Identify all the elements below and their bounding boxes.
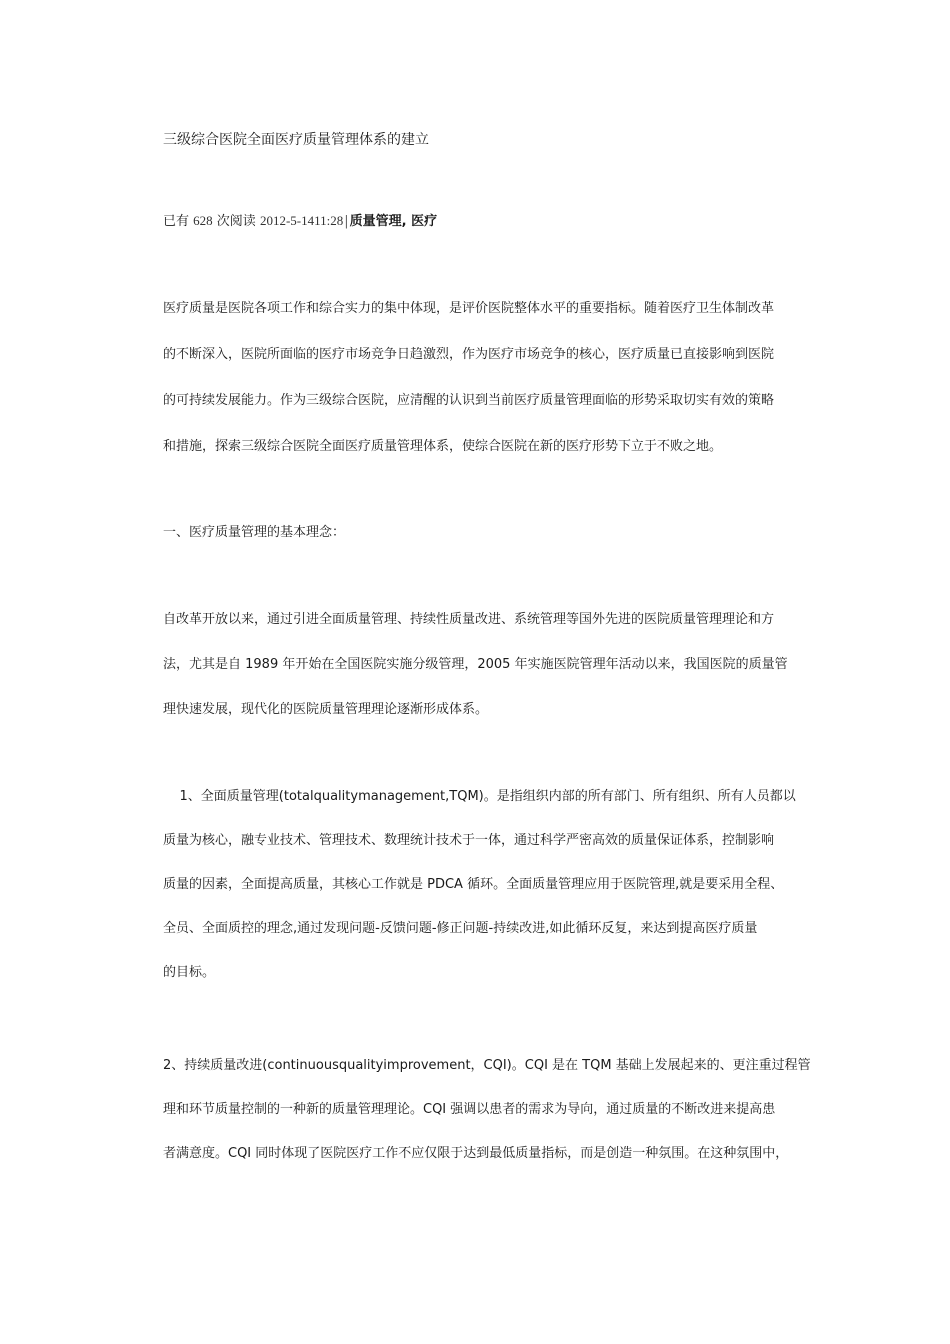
- paragraph-history: [163, 609, 815, 744]
- meta-separator: |: [344, 214, 349, 229]
- text-line: 的可持续发展能力。作为三级综合医院，应清醒的认识到当前医疗质量管理面临的形势采取切实有效的策略: [163, 393, 775, 408]
- section-heading-basic-concepts: 一、医疗质量管理的基本理念：: [163, 525, 346, 540]
- text-line: 的不断深入，医院所面临的医疗市场竞争日趋激烈，作为医疗市场竞争的核心，医疗质量已直接影响到医院: [163, 347, 775, 362]
- text-line: 的目标。: [163, 965, 216, 980]
- text-line: 理快速发展，现代化的医院质量管理理论逐渐形成体系。: [163, 702, 489, 717]
- views-prefix: 已有: [163, 214, 190, 229]
- text-line: 1、全面质量管理(totalqualitymanagement,TQM)。是指组织内部的所有部门、所有组织、所有人员都以: [163, 789, 796, 804]
- views-suffix: 次阅读: [216, 214, 256, 229]
- text-line: 和措施，探索三级综合医院全面医疗质量管理体系，使综合医院在新的医疗形势下立于不败之地。: [163, 439, 723, 454]
- article-tags: 质量管理, 医疗: [349, 214, 438, 229]
- document-title: 三级综合医院全面医疗质量管理体系的建立: [163, 132, 429, 148]
- text-line: 质量的因素，全面提高质量，其核心工作就是 PDCA 循环。全面质量管理应用于医院管理,就是要采用全程、: [163, 877, 784, 892]
- article-meta: [163, 210, 437, 233]
- text-line: 自改革开放以来，通过引进全面质量管理、持续性质量改进、系统管理等国外先进的医院质量管理理论和方: [163, 612, 775, 627]
- paragraph-tqm: [163, 786, 815, 1006]
- view-count: 628: [193, 213, 213, 228]
- text-line: 全员、全面质控的理念,通过发现问题-反馈问题-修正问题-持续改进,如此循环反复，来达到提高医疗质量: [163, 921, 758, 936]
- text-line: 法，尤其是自 1989 年开始在全国医院实施分级管理，2005 年实施医院管理年活动以来，我国医院的质量管: [163, 657, 788, 672]
- text-line: 者满意度。CQI 同时体现了医院医疗工作不应仅限于达到最低质量指标，而是创造一种氛围。在这种氛围中，: [163, 1146, 789, 1161]
- post-datetime: 2012-5-1411:28: [259, 213, 344, 228]
- text-line: 医疗质量是医院各项工作和综合实力的集中体现，是评价医院整体水平的重要指标。随着医疗卫生体制改革: [163, 301, 775, 316]
- text-line: 2、持续质量改进(continuousqualityimprovement，CQI)。CQI 是在 TQM 基础上发展起来的、更注重过程管: [163, 1058, 811, 1073]
- paragraph-intro: [163, 298, 815, 482]
- text-line: 质量为核心，融专业技术、管理技术、数理统计技术于一体，通过科学严密高效的质量保证体系，控制影响: [163, 833, 775, 848]
- text-line: 理和环节质量控制的一种新的质量管理理论。CQI 强调以患者的需求为导向，通过质量的不断改进来提高患: [163, 1102, 776, 1117]
- paragraph-cqi: [163, 1055, 815, 1187]
